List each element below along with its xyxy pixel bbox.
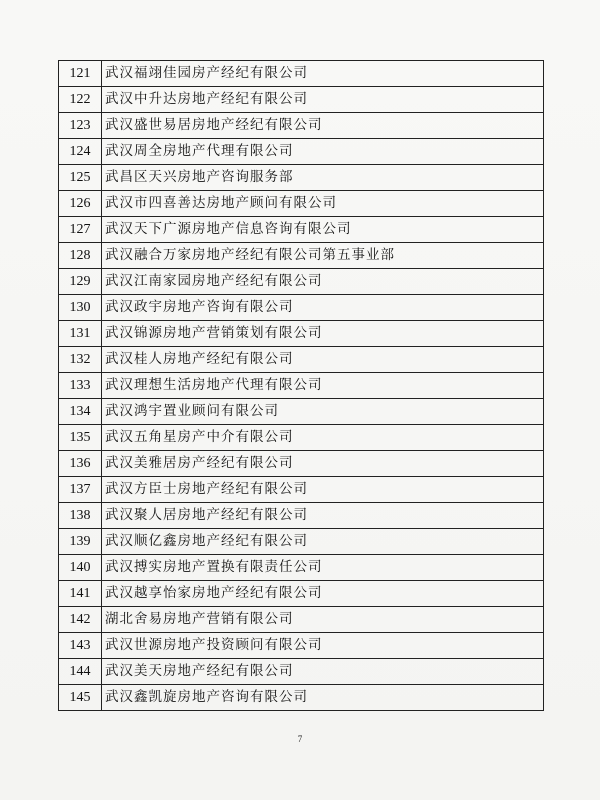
company-name: 武汉锦源房地产营销策划有限公司 [102, 321, 544, 347]
row-number: 131 [59, 321, 102, 347]
row-number: 136 [59, 451, 102, 477]
table-row [59, 61, 544, 87]
company-name: 武昌区天兴房地产咨询服务部 [102, 165, 544, 191]
company-name: 武汉美雅居房产经纪有限公司 [102, 451, 544, 477]
row-number: 124 [59, 139, 102, 165]
table-row [59, 633, 544, 659]
company-name: 武汉周全房地产代理有限公司 [102, 139, 544, 165]
company-name: 武汉融合万家房地产经纪有限公司第五事业部 [102, 243, 544, 269]
row-number: 140 [59, 555, 102, 581]
table-row [59, 607, 544, 633]
table-row [59, 581, 544, 607]
table-row [59, 503, 544, 529]
table-row [59, 165, 544, 191]
company-name: 武汉鑫凯旋房地产咨询有限公司 [102, 685, 544, 711]
row-number: 134 [59, 399, 102, 425]
company-name: 武汉福翊佳园房产经纪有限公司 [102, 61, 544, 87]
table-row [59, 321, 544, 347]
table-row [59, 347, 544, 373]
table-row [59, 659, 544, 685]
row-number: 129 [59, 269, 102, 295]
table-row [59, 87, 544, 113]
row-number: 139 [59, 529, 102, 555]
row-number: 123 [59, 113, 102, 139]
row-number: 137 [59, 477, 102, 503]
company-name: 武汉越享怡家房地产经纪有限公司 [102, 581, 544, 607]
company-name: 武汉天下广源房地产信息咨询有限公司 [102, 217, 544, 243]
row-number: 138 [59, 503, 102, 529]
company-name: 武汉鸿宇置业顾问有限公司 [102, 399, 544, 425]
company-name: 武汉政宇房地产咨询有限公司 [102, 295, 544, 321]
row-number: 143 [59, 633, 102, 659]
page-number: 7 [297, 734, 303, 744]
company-list-table [58, 60, 544, 711]
table-row [59, 295, 544, 321]
company-name: 湖北舍易房地产营销有限公司 [102, 607, 544, 633]
table-row [59, 191, 544, 217]
table-row [59, 243, 544, 269]
table-row [59, 139, 544, 165]
table-row [59, 685, 544, 711]
table-row [59, 477, 544, 503]
table-row [59, 373, 544, 399]
company-name: 武汉顺亿鑫房地产经纪有限公司 [102, 529, 544, 555]
row-number: 145 [59, 685, 102, 711]
company-name: 武汉搏实房地产置换有限责任公司 [102, 555, 544, 581]
table-row [59, 269, 544, 295]
row-number: 128 [59, 243, 102, 269]
company-name: 武汉聚人居房地产经纪有限公司 [102, 503, 544, 529]
row-number: 142 [59, 607, 102, 633]
row-number: 122 [59, 87, 102, 113]
company-name: 武汉桂人房地产经纪有限公司 [102, 347, 544, 373]
table-row [59, 217, 544, 243]
row-number: 126 [59, 191, 102, 217]
table-row [59, 399, 544, 425]
table-row [59, 451, 544, 477]
table-row [59, 113, 544, 139]
company-name: 武汉盛世易居房地产经纪有限公司 [102, 113, 544, 139]
company-name: 武汉美天房地产经纪有限公司 [102, 659, 544, 685]
row-number: 141 [59, 581, 102, 607]
company-name: 武汉理想生活房地产代理有限公司 [102, 373, 544, 399]
row-number: 132 [59, 347, 102, 373]
company-name: 武汉中升达房地产经纪有限公司 [102, 87, 544, 113]
company-name: 武汉市四喜善达房地产顾问有限公司 [102, 191, 544, 217]
company-name: 武汉五角星房产中介有限公司 [102, 425, 544, 451]
company-name: 武汉世源房地产投资顾问有限公司 [102, 633, 544, 659]
table-row [59, 529, 544, 555]
table-row [59, 555, 544, 581]
row-number: 121 [59, 61, 102, 87]
company-name: 武汉江南家园房地产经纪有限公司 [102, 269, 544, 295]
row-number: 133 [59, 373, 102, 399]
row-number: 127 [59, 217, 102, 243]
row-number: 144 [59, 659, 102, 685]
table-row [59, 425, 544, 451]
row-number: 130 [59, 295, 102, 321]
row-number: 125 [59, 165, 102, 191]
company-table-container [58, 60, 544, 711]
company-list-body [59, 61, 544, 711]
company-name: 武汉方臣士房地产经纪有限公司 [102, 477, 544, 503]
row-number: 135 [59, 425, 102, 451]
